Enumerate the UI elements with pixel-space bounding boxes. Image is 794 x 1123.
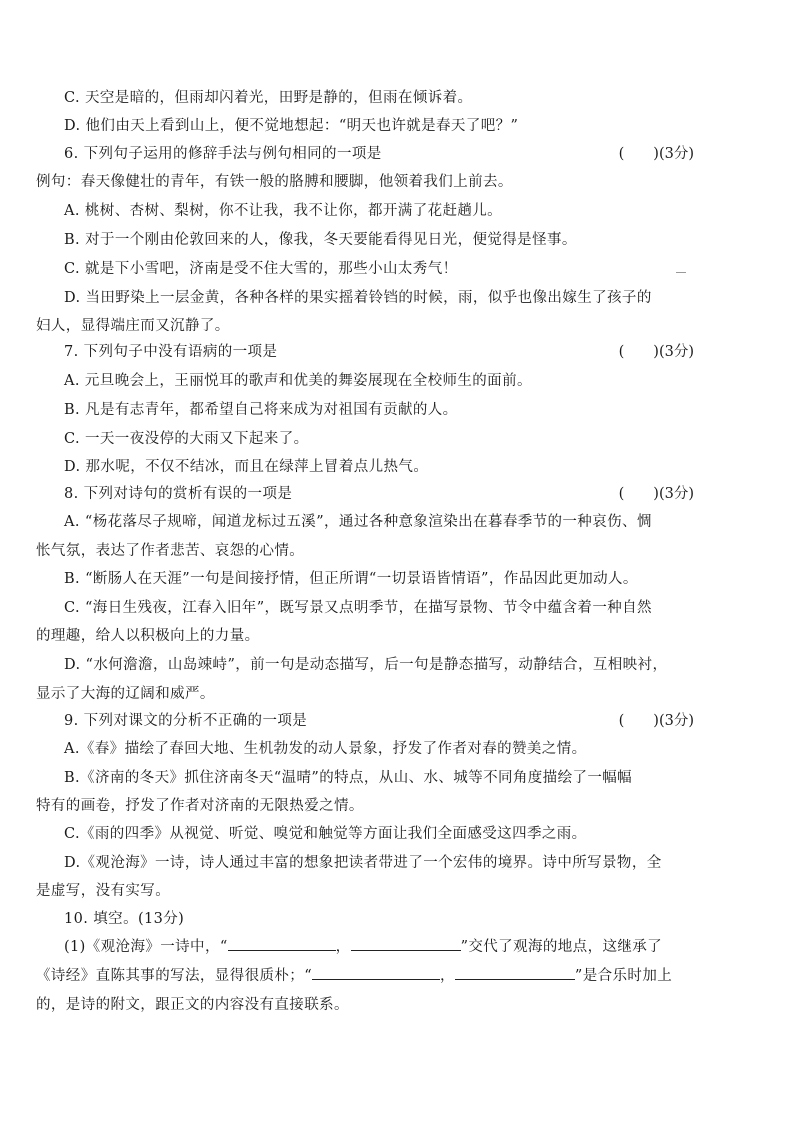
q7-stem: 7. 下列句子中没有语病的一项是 bbox=[64, 344, 278, 360]
q10-part1-comma2: ， bbox=[440, 968, 455, 984]
q8-option-a-line1: A. “杨花落尽子规啼，闻道龙标过五溪”，通过各种意象渲染出在暮春季节的一种哀伤、惆 bbox=[64, 514, 652, 530]
q10-part1-comma: ， bbox=[335, 939, 351, 955]
q6-example: 例句：春天像健壮的青年，有铁一般的胳膊和腰脚，他领着我们上前去。 bbox=[36, 174, 513, 190]
q10-part1-line2 bbox=[36, 964, 672, 985]
q8-option-d-line2: 显示了大海的辽阔和威严。 bbox=[36, 686, 215, 702]
q10-part1-text-b: ”交代了观海的地点，这继承了 bbox=[460, 939, 663, 955]
q6-option-b: B. 对于一个刚由伦敦回来的人，像我，冬天要能看得见日光，便觉得是怪事。 bbox=[64, 232, 577, 248]
q6-stem: 6. 下列句子运用的修辞手法与例句相同的一项是 bbox=[64, 146, 382, 162]
q8-stem: 8. 下列对诗句的赏析有误的一项是 bbox=[64, 486, 293, 502]
q9-option-d-line2: 是虚写，没有实写。 bbox=[36, 883, 171, 899]
q9-score: ( )(3分) bbox=[618, 713, 694, 729]
q10-part1-line1 bbox=[64, 935, 662, 956]
q5-option-c: C. 天空是暗的，但雨却闪着光，田野是静的，但雨在倾诉着。 bbox=[64, 90, 473, 106]
q9-option-d-line1: D.《观沧海》一诗，诗人通过丰富的想象把读者带进了一个宏伟的境界。诗中所写景物，全 bbox=[64, 855, 662, 871]
q10-part1-text-a: (1)《观沧海》一诗中，“ bbox=[64, 939, 228, 955]
q6-option-d-line1: D. 当田野染上一层金黄，各种各样的果实摇着铃铛的时候，雨，似乎也像出嫁生了孩子的 bbox=[64, 290, 652, 306]
q9-option-c: C.《雨的四季》从视觉、听觉、嗅觉和触觉等方面让我们全面感受这四季之雨。 bbox=[64, 826, 587, 842]
scan-mark bbox=[676, 272, 686, 273]
q10-part1-text-c: 《诗经》直陈其事的写法，显得很质朴；“ bbox=[36, 968, 313, 984]
answer-blank-4[interactable] bbox=[455, 965, 575, 980]
q6-option-c: C. 就是下小雪吧，济南是受不住大雪的，那些小山太秀气！ bbox=[64, 261, 458, 277]
q5-option-d: D. 他们由天上看到山上，便不觉地想起：“明天也许就是春天了吧？” bbox=[64, 118, 519, 134]
q7-option-c: C. 一天一夜没停的大雨又下起来了。 bbox=[64, 431, 309, 447]
q8-option-a-line2: 怅气氛，表达了作者悲苦、哀怨的心情。 bbox=[36, 543, 305, 559]
answer-blank-1[interactable] bbox=[228, 936, 336, 951]
q9-option-a: A.《春》描绘了春回大地、生机勃发的动人景象，抒发了作者对春的赞美之情。 bbox=[64, 741, 587, 757]
q8-option-b: B. “断肠人在天涯”一句是间接抒情，但正所谓“一切景语皆情语”，作品因此更加动人。 bbox=[64, 571, 638, 587]
q7-option-b: B. 凡是有志青年，都希望自己将来成为对祖国有贡献的人。 bbox=[64, 402, 458, 418]
q8-option-c-line1: C. “海日生残夜，江春入旧年”，既写景又点明季节，在描写景物、节令中蕴含着一种自然 bbox=[64, 600, 652, 616]
q8-option-d-line1: D. “水何澹澹，山岛竦峙”，前一句是动态描写，后一句是静态描写，动静结合，互相映衬， bbox=[64, 657, 668, 673]
q7-score: ( )(3分) bbox=[618, 344, 694, 360]
answer-blank-3[interactable] bbox=[312, 965, 440, 980]
q6-option-d-line2: 妇人，显得端庄而又沉静了。 bbox=[36, 318, 230, 334]
q9-option-b-line1: B.《济南的冬天》抓住济南冬天“温晴”的特点，从山、水、城等不同角度描绘了一幅幅 bbox=[64, 770, 633, 786]
q8-score: ( )(3分) bbox=[618, 486, 694, 502]
q10-part1-text-d: ”是合乐时加上 bbox=[574, 968, 673, 984]
q9-stem: 9. 下列对课文的分析不正确的一项是 bbox=[64, 713, 308, 729]
q10-part1-line3: 的，是诗的附文，跟正文的内容没有直接联系。 bbox=[36, 997, 349, 1013]
q6-option-a: A. 桃树、杏树、梨树，你不让我，我不让你，都开满了花赶趟儿。 bbox=[64, 203, 503, 219]
q6-score: ( )(3分) bbox=[618, 146, 694, 162]
q8-option-c-line2: 的理趣，给人以积极向上的力量。 bbox=[36, 628, 260, 644]
q10-stem: 10. 填空。(13分) bbox=[64, 911, 185, 927]
answer-blank-2[interactable] bbox=[351, 936, 461, 951]
q9-option-b-line2: 特有的画卷，抒发了作者对济南的无限热爱之情。 bbox=[36, 798, 364, 814]
q7-option-d: D. 那水呢，不仅不结冰，而且在绿萍上冒着点儿热气。 bbox=[64, 459, 429, 475]
q7-option-a: A. 元旦晚会上，王丽悦耳的歌声和优美的舞姿展现在全校师生的面前。 bbox=[64, 373, 532, 389]
